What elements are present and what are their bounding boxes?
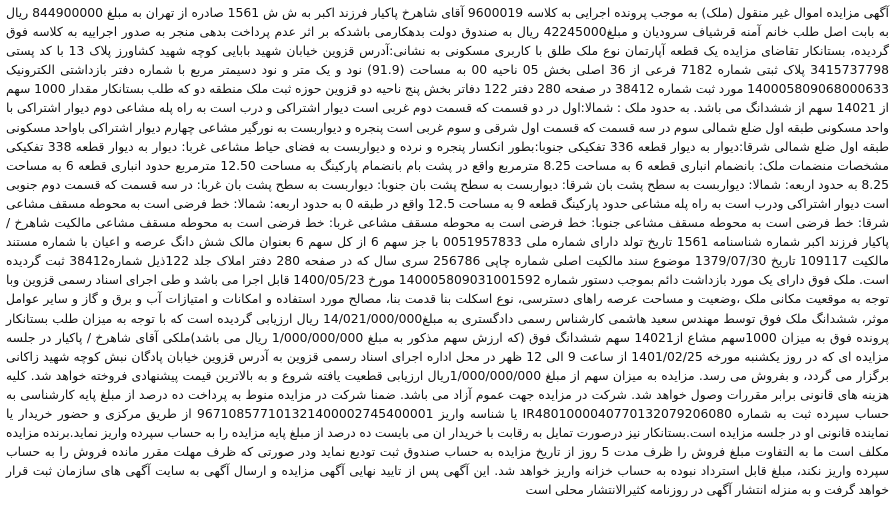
notice-body-text: آگهی مزایده اموال غیر منقول (ملک) به موجب پرونده اجرایی به کلاسه 9600019 آقای شاهرخ پاکیار فرزند اکبر به ش ش 1561 صادره از تهران به مبلغ 844900000 ریال به بابت اصل طلب خانم آمنه قرشیاف سرودیان و مبلغ42245000 ریال به صندوق دولت بدهکارمی باشدکه بر اثر عدم پرداخت بدهی منجر به صدور اجراییه به کلاسه فوق گردیده، بستانکار تقاضای مزایده یک قطعه آپارتمان نوع ملک طلق با کاربری مسکونی به نشانی:آدرس قزوین خیابان شهید بابایی کوچه شهید کشاورز پلاک 13 با کد پستی 3415737798 پلاک ثبتی شماره 7182 فرعی از 36 اصلی بخش 05 ناحیه 00 به مساحت (91.9) نود و یک متر و نود دسیمتر مربع با شماره دفتر بازداشتی الکترونیک 140005809068000633 مورد ثبت شماره 38412 در صفحه 280 دفتر 122 دفاتر بخش پنج ناحیه دو قزوین حوزه ثبت ملک منطقه دو که طلب بستانکار مقدار 1000 سهم از 14021 سهم از ششدانگ می باشد. به حدود ملک : شمالا:اول در دو قسمت که قسمت دوم غربی است دیوار اشتراکی و درب است به راه پله مشاعی دوم دیوار اشتراکی با واحد مسکونی طبقه اول ضلع شمالی سوم در سه قسمت که قسمت اول شرقی و سوم غربی است پنجره و دیواربست به نورگیر مشاعی چهارم دیوار اشتراکی باواحد مسکونی طبقه اول ضلع شمالی شرقا:دیوار به دیوار قطعه 336 تفکیکی جنوبا:بطور انکسار پنجره و نرده و دیواربست به فضای حیاط مشاعی غربا: دیوار به دیوار قطعه 338 تفکیکی مشخصات منضمات ملک: بانضمام انباری قطعه 6 به مساحت 8.25 مترمربع واقع در پشت بام بانضمام پارکینگ به مساحت 12.50 مترمربع حدود انباری قطعه 6 به مساحت 8.25 به حدود اربعه: شمالا: دیواربست به سطح پشت بان شرقا: دیواربست به سطح پشت بان جنوبا: دیواربست به سطح پشت بان غربا: در سه قسمت که قسمت دوم جنوبی است دیوار اشتراکی ودرب است به راه پله مشاعی حدود پارکینگ قطعه 9 به مساحت 12.5 واقع در طبقه 0 به حدود اربعه: شمالا: خط فرضی است به محوطه مسقف مشاعی شرقا: خط فرضی است به محوطه مسقف مشاعی جنوبا: خط فرضی است به محوطه مسقف مشاعی غربا: خط فرضی است به محوطه مسقف مشاعی مالکیت شاهرخ / پاکیار فرزند اکبر شماره شناسنامه 1561 تاریخ تولد دارای شماره ملی 0051957833 با جز سهم 6 از کل سهم 6 بعنوان مالک شش دانگ عرصه و اعیان با شماره مستند مالکیت 109117 تاریخ 1379/07/30 موضوع سند مالکیت اصلی شماره چاپی 256786 سری سال که در صفحه 280 دفتر املاک جلد 122ذیل شماره38412 ثبت گردیده است. ملک فوق دارای یک مورد بازداشت دائم بموجب دستور شماره 140005809031001592 مورخ 1400/05/23 قابل اجرا می باشد و طی اجرای اسناد رسمی قزوین وبا توجه به موقعیت مکانی ملک ،وضعیت و مساحت عرصه راهای دسترسی، نوع اسکلت بنا قدمت بنا، مصالح مورد استفاده و امکانات و امتیازات آب و برق و گاز و سایر عوامل موثر، ششدانگ ملک فوق توسط مهندس سعید هاشمی کارشناس رسمی دادگستری به مبلغ14/021/000/000 ریال ارزیابی گردیده است که با توجه به میزان طلب بستانکار پرونده فوق به میزان 1000سهم مشاع از14021 سهم ششدانگ فوق (که ارزش سهم مذکور به مبلغ 1/000/000/000 ریال می باشد)ملکی آقای شاهرخ / پاکیار در جلسه مزایده ای که در روز یکشنبه مورخه 1401/02/25 از ساعت 9 الی 12 ظهر در محل اداره اجرای اسناد رسمی قزوین به آدرس قزوین خیابان پادگان نبش کوچه شهید زاکانی برگزار می گردد، و بفروش می رسد. مزایده به میزان سهم از مبلغ 1/000/000/000ریال ارزیابی قطعیت یافته شروع و به بالاترین قیمت پیشنهادی فروخته خواهد شد. کلیه هزینه های قانونی برابر مقررات وصول خواهد شد. شرکت در مزایده جهت عموم آزاد می باشد. ضمنا شرکت در مزایده منوط به پرداخت ده درصد از مبلغ پایه کارشناسی به حساب سپرده ثبت به شماره IR480100004077013207920608​0 یا شناسه واریز 967108577101321400002745400001 از طریق مرکزی و حضور خریدار یا نماینده قانونی او در جلسه مزایده است.بستانکار نیز درصورت تمایل به رقابت با خریدار ان می بایست ده درصد از مبلغ پایه مزایده را به حساب سپرده واریز نماید.برنده مزایده مکلف است ما به التفاوت مبلغ فروش را ظرف مدت 5 روز از تاریخ مزایده به حساب صندوق ثبت تودیع نماید ودر صورتی که ظرف مهلت مقرر مانده فروش را به حساب سپرده واریز نکند، مبلغ قابل استرداد نبوده به حساب خزانه واریز خواهد شد. این آگهی پس از تایید نهایی آگهی مزایده و ارسال آگهی به سایت آگهی های سازمان ثبت قرار خواهد گرفت و به منزله انتشار آگهی در روزنامه کثیرالانتشار محلی است [6, 5, 890, 498]
